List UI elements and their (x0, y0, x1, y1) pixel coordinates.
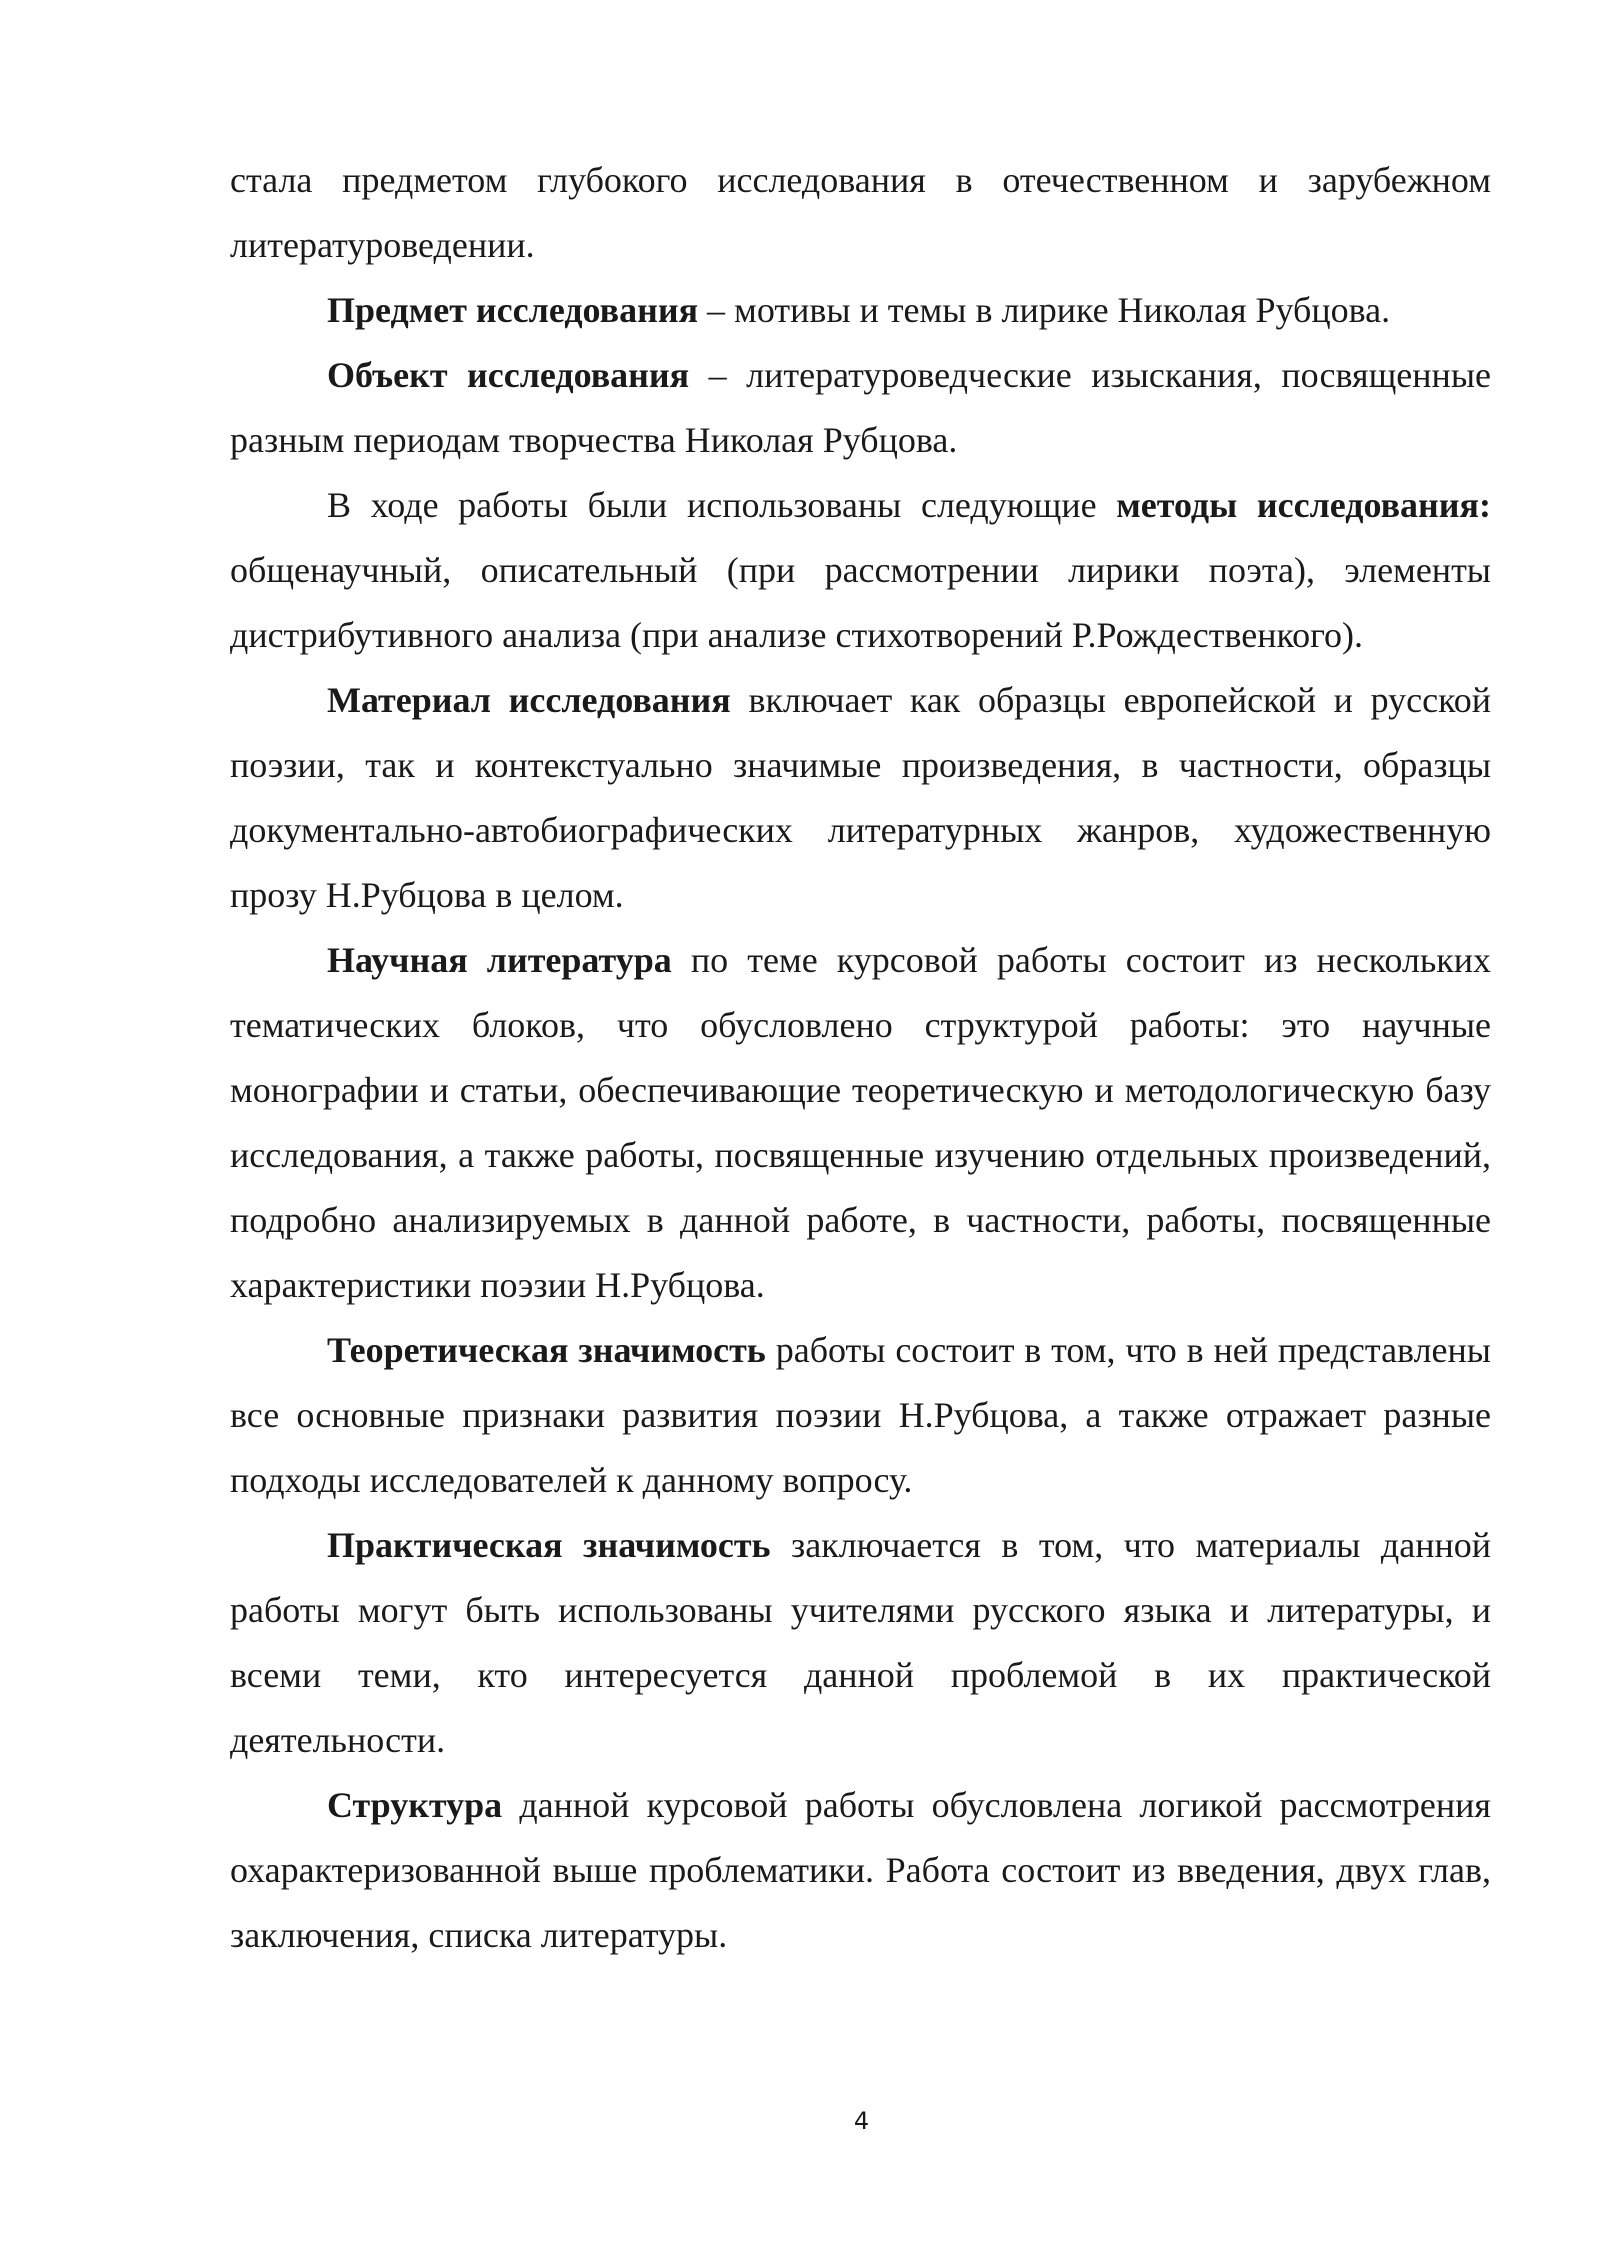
paragraph-text: – мотивы и темы в лирике Николая Рубцова. (698, 290, 1391, 330)
document-body (230, 148, 1491, 1968)
paragraph-text: данной курсовой работы обусловлена логикой рассмотрения охарактеризованной выше проблематики. Работа состоит из введения, двух глав, заключения, списка литературы. (230, 1785, 1491, 1955)
paragraph-heading: Предмет исследования (327, 290, 699, 330)
paragraph-structure (230, 1773, 1491, 1968)
paragraph-lead: В ходе работы были использованы следующие (327, 485, 1117, 525)
paragraph-heading: Теоретическая значимость (327, 1330, 766, 1370)
paragraph-continuation (230, 148, 1491, 278)
paragraph-text: работы состоит в том, что в ней представлены все основные признаки развития поэзии Н.Рубцова, а также отражает разные подходы исследователей к данному вопросу. (230, 1330, 1491, 1500)
paragraph-heading: Структура (327, 1785, 503, 1825)
paragraph-subject (230, 278, 1491, 343)
paragraph-practical (230, 1513, 1491, 1773)
paragraph-text: стала предметом глубокого исследования в отечественном и зарубежном литературоведении. (230, 160, 1491, 265)
paragraph-theoretical (230, 1318, 1491, 1513)
paragraph-text: – литературоведческие изыскания, посвященные разным периодам творчества Николая Рубцова. (230, 355, 1491, 460)
paragraph-text: по теме курсовой работы состоит из нескольких тематических блоков, что обусловлено структурой работы: это научные монографии и статьи, обеспечивающие теоретическую и методологическую базу исследования, а также работы, посвященные изучению отдельных произведений, подробно анализируемых в данной работе, в частности, работы, посвященные характеристики поэзии Н.Рубцова. (230, 940, 1491, 1305)
paragraph-heading: Научная литература (327, 940, 672, 980)
paragraph-heading: Материал исследования (327, 680, 731, 720)
paragraph-heading: Практическая значимость (327, 1525, 771, 1565)
paragraph-text: включает как образцы европейской и русской поэзии, так и контекстуально значимые произведения, в частности, образцы документально-автобиографических литературных жанров, художественную прозу Н.Рубцова в целом. (230, 680, 1491, 915)
paragraph-literature (230, 928, 1491, 1318)
paragraph-object (230, 343, 1491, 473)
paragraph-text: общенаучный, описательный (при рассмотрении лирики поэта), элементы дистрибутивного анализа (при анализе стихотворений Р.Рождественкого). (230, 550, 1491, 655)
paragraph-material (230, 668, 1491, 928)
paragraph-text: заключается в том, что материалы данной работы могут быть использованы учителями русского языка и литературы, и всеми теми, кто интересуется данной проблемой в их практической деятельности. (230, 1525, 1492, 1760)
page-number: 4 (853, 2107, 870, 2135)
paragraph-methods (230, 473, 1491, 668)
paragraph-heading: Объект исследования (327, 355, 690, 395)
paragraph-heading: методы исследования: (1116, 485, 1491, 525)
